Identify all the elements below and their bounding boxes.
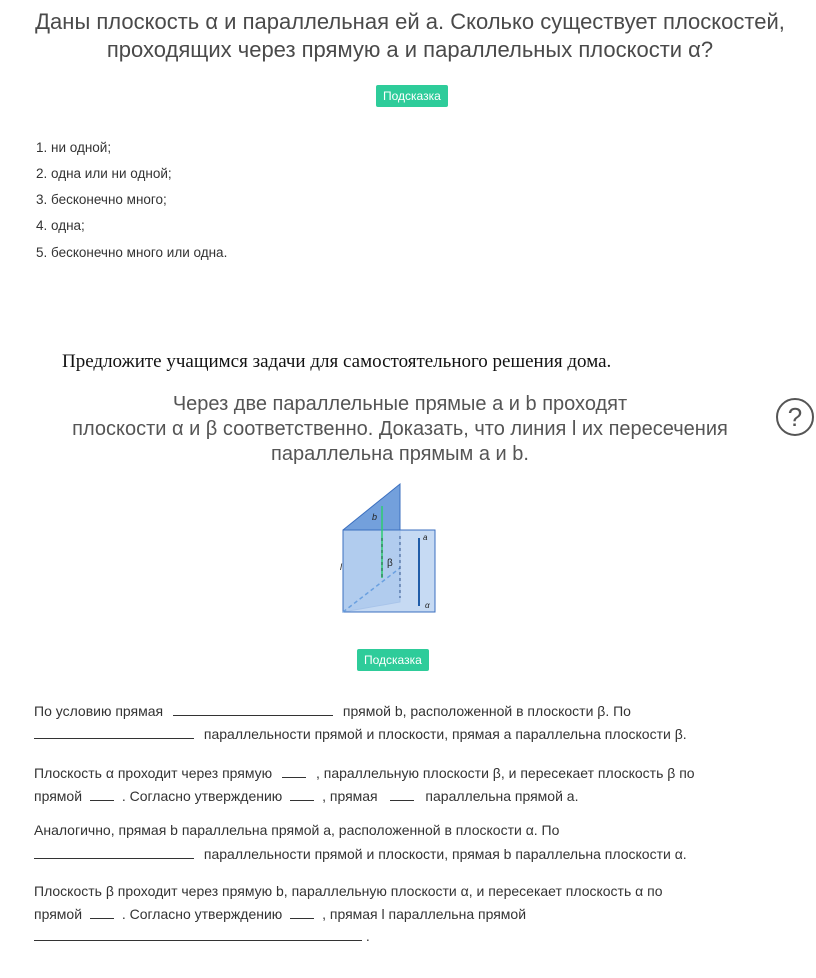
proof-text: прямой b, расположенной в плоскости β. По xyxy=(342,703,631,719)
proof-p3-line1: Аналогично, прямая b параллельна прямой a, расположенной в плоскости α. По xyxy=(34,822,560,838)
label-b: b xyxy=(372,512,378,522)
hint-button-2[interactable]: Подсказка xyxy=(357,649,429,671)
blank-field[interactable] xyxy=(173,703,333,716)
help-icon[interactable]: ? xyxy=(776,398,814,436)
blank-field[interactable] xyxy=(34,726,194,739)
label-l: l xyxy=(340,562,342,572)
task-line-2: плоскости α и β соответственно. Доказать, что линия l их пересечения xyxy=(72,418,728,440)
proof-text: , прямая xyxy=(322,788,378,804)
question-line-1: Даны плоскость α и параллельная ей a. Сколько существует плоскостей, xyxy=(35,9,785,34)
proof-text: параллельности прямой и плоскости, прямая b параллельна плоскости α. xyxy=(203,846,687,862)
task-statement xyxy=(30,392,770,467)
blank-field[interactable] xyxy=(90,906,114,919)
proof-text: прямой xyxy=(34,788,83,804)
proof-p1-line1 xyxy=(34,703,631,719)
hint-button[interactable]: Подсказка xyxy=(376,85,448,107)
blank-field[interactable] xyxy=(34,846,194,859)
question-line-2: проходящих через прямую a и параллельных плоскости α? xyxy=(106,37,714,62)
proof-text: прямой xyxy=(34,906,83,922)
proof-text: . xyxy=(365,928,370,944)
proof-p2-line1 xyxy=(34,765,695,781)
proof-p2-line2 xyxy=(34,788,578,804)
answer-option-4[interactable]: 4. одна; xyxy=(36,218,85,233)
proof-text: , параллельную плоскости β, и пересекает плоскость β по xyxy=(315,765,695,781)
label-alpha: α xyxy=(425,601,430,610)
proof-text: параллельности прямой и плоскости, прямая a параллельна плоскости β. xyxy=(203,726,687,742)
proof-p3-line2 xyxy=(34,846,687,862)
proof-p4-line2 xyxy=(34,906,526,922)
planes-figure xyxy=(335,478,445,618)
proof-text: . Согласно утверждению xyxy=(121,906,283,922)
blank-field[interactable] xyxy=(390,788,414,801)
question-title xyxy=(20,8,800,64)
proof-text: По условию прямая xyxy=(34,703,164,719)
task-line-3: параллельна прямым a и b. xyxy=(271,443,529,465)
label-a: a xyxy=(423,533,428,542)
proof-p4-line3 xyxy=(34,928,370,944)
task-line-1: Через две параллельные прямые a и b проходят xyxy=(172,393,628,415)
blank-field[interactable] xyxy=(90,788,114,801)
answer-option-2[interactable]: 2. одна или ни одной; xyxy=(36,166,172,181)
homework-intro: Предложите учащимся задачи для самостоятельного решения дома. xyxy=(62,351,612,372)
answer-option-3[interactable]: 3. бесконечно много; xyxy=(36,192,167,207)
plane-alpha xyxy=(343,530,435,612)
proof-p1-line2 xyxy=(34,726,687,742)
label-beta: β xyxy=(387,558,393,569)
proof-text: , прямая l параллельна прямой xyxy=(322,906,527,922)
proof-p4-line1: Плоскость β проходит через прямую b, параллельную плоскости α, и пересекает плоскость α по xyxy=(34,883,663,899)
answer-option-5[interactable]: 5. бесконечно много или одна. xyxy=(36,245,228,260)
blank-field[interactable] xyxy=(290,906,314,919)
blank-field[interactable] xyxy=(34,928,362,941)
proof-text: . Согласно утверждению xyxy=(121,788,283,804)
proof-text: параллельна прямой a. xyxy=(425,788,579,804)
proof-text: Плоскость α проходит через прямую xyxy=(34,765,273,781)
blank-field[interactable] xyxy=(282,765,306,778)
blank-field[interactable] xyxy=(290,788,314,801)
answer-option-1[interactable]: 1. ни одной; xyxy=(36,140,112,155)
